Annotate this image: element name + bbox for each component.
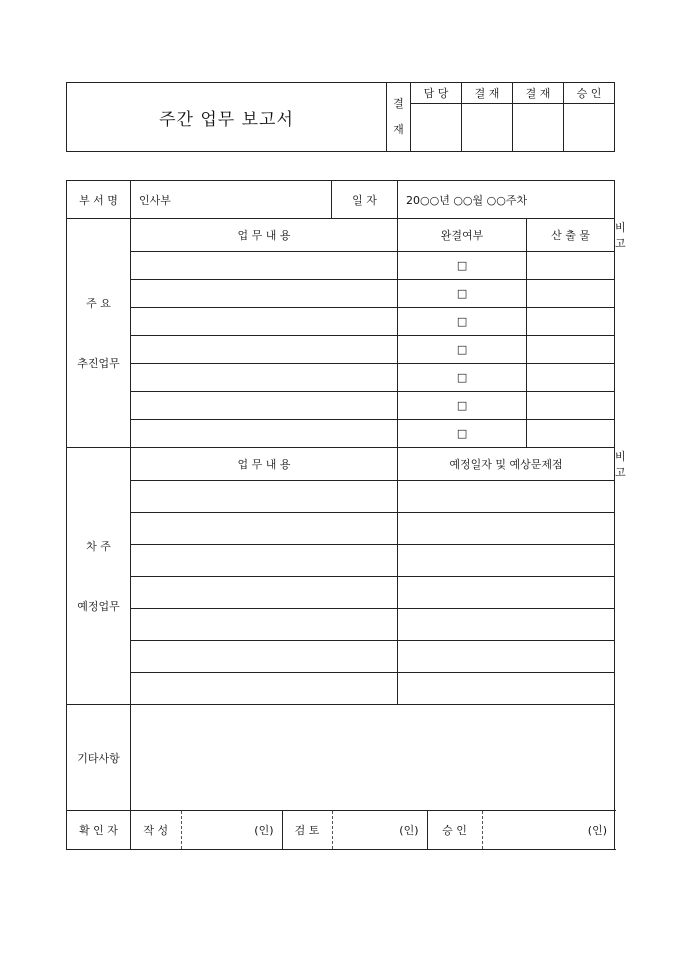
main-task-content[interactable]	[131, 280, 398, 308]
approver-seal[interactable]: (인)	[587, 824, 607, 837]
main-task-output[interactable]	[527, 336, 615, 364]
approval-side-label	[387, 83, 411, 152]
complete-checkbox[interactable]: □	[398, 420, 527, 448]
complete-checkbox[interactable]: □	[398, 252, 527, 280]
next-task-schedule[interactable]	[398, 577, 615, 609]
approval-sign-4[interactable]	[564, 104, 615, 152]
next-col-schedule: 예정일자 및 예상문제점	[398, 448, 615, 481]
approval-sign-1[interactable]	[411, 104, 462, 152]
confirm-label: 확 인 자	[67, 811, 131, 850]
date-value[interactable]: 20○○년 ○○월 ○○주차	[398, 181, 615, 219]
main-task-content[interactable]	[131, 420, 398, 448]
report-form: 부 서 명 인사부 일 자 20○○년 ○○월 ○○주차 주 요 추진업무 업 무 내 용 완결여부 산 출 물 비 고 □ □ □ □ □ □ □ 차 주 예정업무 업 무 내 용 예정일자 및 예상문제점 비 고 기타사항 확 인 자 작 성 (인) 검 토 (인) 승 인 (인)	[66, 180, 615, 850]
main-task-output[interactable]	[527, 280, 615, 308]
next-task-content[interactable]	[131, 481, 398, 513]
approver-label: 승 인	[427, 811, 482, 849]
page-title: 주간 업무 보고서	[67, 83, 387, 152]
main-task-content[interactable]	[131, 336, 398, 364]
complete-checkbox[interactable]: □	[398, 280, 527, 308]
approval-role-4: 승 인	[564, 83, 615, 104]
complete-checkbox[interactable]: □	[398, 336, 527, 364]
main-task-output[interactable]	[527, 420, 615, 448]
next-task-content[interactable]	[131, 609, 398, 641]
approval-sign-2[interactable]	[462, 104, 513, 152]
main-task-output[interactable]	[527, 308, 615, 336]
approval-side-char-1: 결	[393, 97, 404, 110]
approval-role-3: 결 재	[513, 83, 564, 104]
main-col-output: 산 출 물	[527, 219, 615, 252]
next-task-schedule[interactable]	[398, 641, 615, 673]
next-week-label-line2: 예정업무	[77, 600, 120, 613]
next-task-content[interactable]	[131, 545, 398, 577]
approval-role-2: 결 재	[462, 83, 513, 104]
main-tasks-label-line1: 주 요	[86, 297, 111, 310]
next-task-schedule[interactable]	[398, 545, 615, 577]
next-task-content[interactable]	[131, 641, 398, 673]
main-task-output[interactable]	[527, 252, 615, 280]
approval-side-char-2: 재	[393, 123, 404, 136]
main-task-content[interactable]	[131, 364, 398, 392]
approval-sign-3[interactable]	[513, 104, 564, 152]
next-week-section-label	[67, 448, 131, 705]
complete-checkbox[interactable]: □	[398, 308, 527, 336]
complete-checkbox[interactable]: □	[398, 392, 527, 420]
date-label: 일 자	[332, 181, 398, 219]
main-col-content: 업 무 내 용	[131, 219, 398, 252]
complete-checkbox[interactable]: □	[398, 364, 527, 392]
main-tasks-label-line2: 추진업무	[77, 357, 120, 370]
next-task-schedule[interactable]	[398, 609, 615, 641]
reviewer-label: 검 토	[282, 811, 332, 849]
dept-label: 부 서 명	[67, 181, 131, 219]
main-task-content[interactable]	[131, 308, 398, 336]
next-task-content[interactable]	[131, 673, 398, 705]
next-week-label-line1: 차 주	[86, 540, 111, 553]
next-task-content[interactable]	[131, 513, 398, 545]
main-task-content[interactable]	[131, 252, 398, 280]
approval-role-1: 담 당	[411, 83, 462, 104]
other-label: 기타사항	[67, 705, 131, 811]
main-col-complete: 완결여부	[398, 219, 527, 252]
writer-seal[interactable]: (인)	[181, 811, 282, 849]
dept-value[interactable]: 인사부	[131, 181, 332, 219]
writer-label: 작 성	[131, 811, 181, 849]
next-task-schedule[interactable]	[398, 673, 615, 705]
reviewer-seal[interactable]: (인)	[332, 811, 427, 849]
header-box	[66, 82, 615, 152]
next-task-schedule[interactable]	[398, 481, 615, 513]
main-task-output[interactable]	[527, 392, 615, 420]
main-task-content[interactable]	[131, 392, 398, 420]
next-task-content[interactable]	[131, 577, 398, 609]
next-col-content: 업 무 내 용	[131, 448, 398, 481]
main-task-output[interactable]	[527, 364, 615, 392]
main-tasks-section-label	[67, 219, 131, 448]
confirm-row	[131, 811, 615, 849]
next-task-schedule[interactable]	[398, 513, 615, 545]
other-content[interactable]	[131, 705, 615, 811]
